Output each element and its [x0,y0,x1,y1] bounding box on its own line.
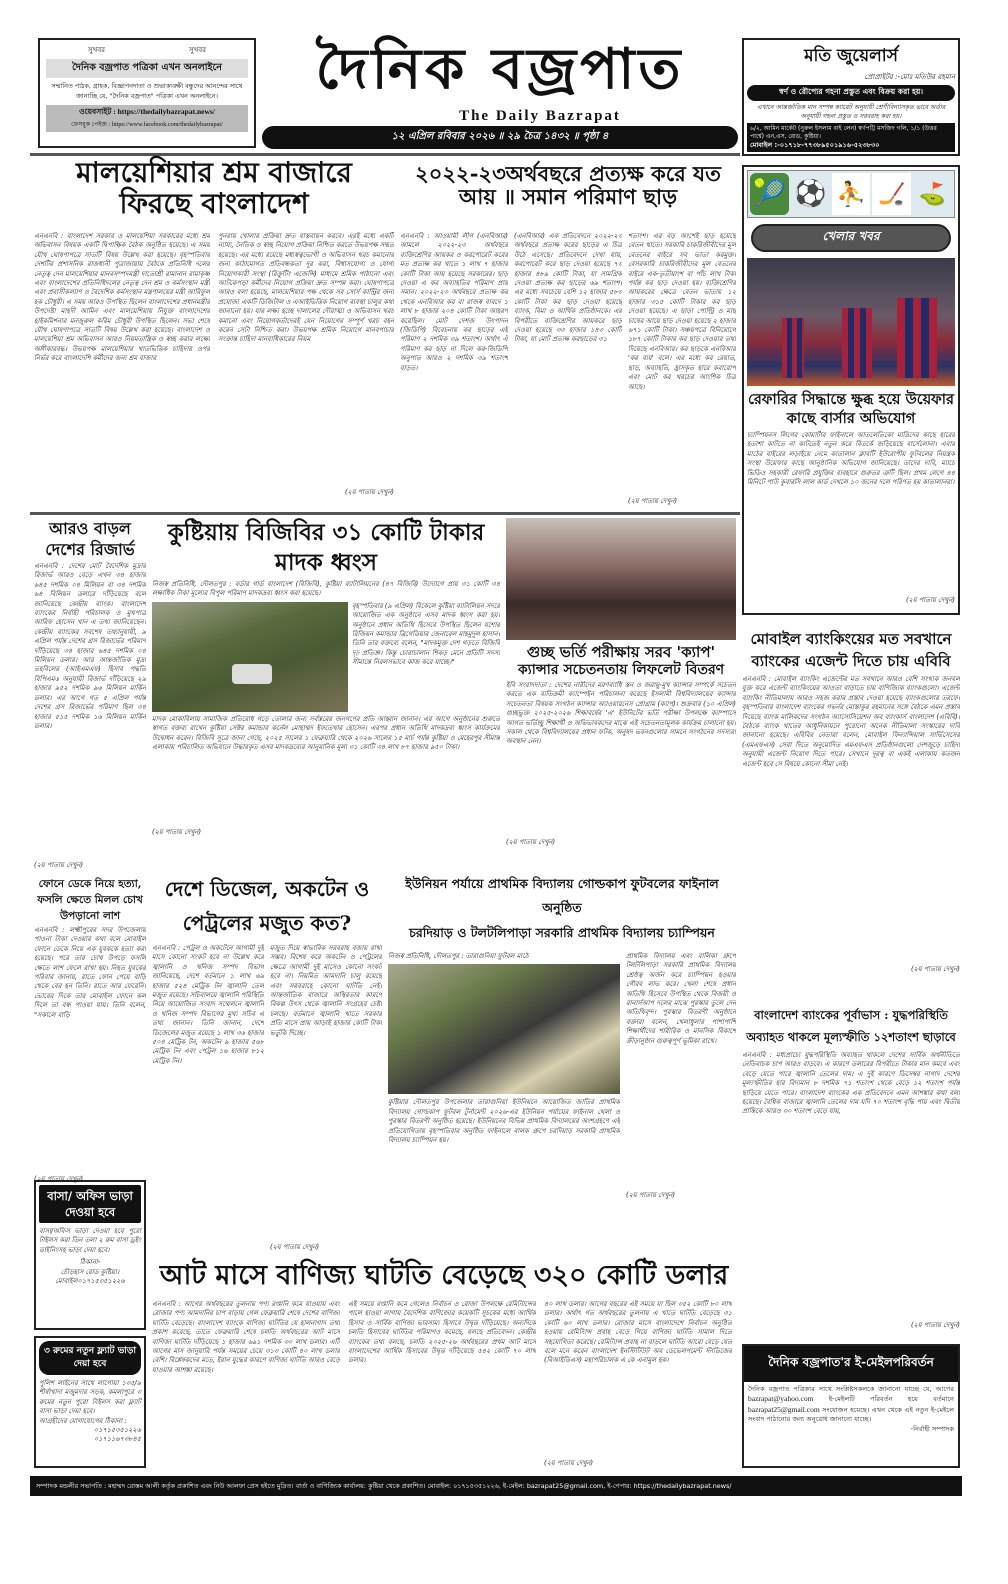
goldcup-photo [388,964,620,1094]
article-fuel [152,872,382,1252]
email-notice-old-email[interactable]: bazrapat@yahoo.com [748,1394,814,1404]
article-murder-body: এনএনবি : লক্ষ্মীপুরের সদর উপজেলায় পাওনা টাকা দেওয়ার কথা বলে মোবাইল ফোনে ডেকে নিয়ে এক যুবককে হত্যা করা হয়েছে। পরে তার চোখ উপড়ে ফসলি ক্ষেতে লাশ ফেলে রাখা হয়। নিহত যুবকের পরিবার জানায়, রাতে ফোন পেয়ে বাড়ি থেকে বের হন তিনি। রাতে আর ফেরেনি। ভোরের দিকে তার মোবাইল ফোনে কল দিলে তা বন্ধ পাওয়া যায়। তিনি বলেন, "সকালে বাড়ি [34,926,146,1019]
article-fuel-col1: এনএনবি : পেট্রল ও অকটেনে আগামী দুই মাসে কোনো সংকট হবে না উল্লেখ করে জ্বালানি ও খনিজ সম্পদ বিভাগ জানিয়েছে, দেশে বর্তমানে ১ লাখ ৬৯ হাজার ৫২৪ মেট্রিক টন জ্বালানি তেল মজুত রয়েছে। সচিবালয়ে জ্বালানি পরিস্থিতি নিয়ে আয়োজিত সংবাদ সম্মেলনে জ্বালানি ও খনিজ সম্পদ বিভাগের মুখ্য সচিব এ তথ্য জানান। তিনি জানান, দেশে ডিজেলের মজুত রয়েছে ১ লাখ ৩৬ হাজার ৫০৪ মেট্রিক টন, অকটেন ৯ হাজার ৫৬৮ মেট্রিক টন এবং পেট্রল ১৬ হাজার ৮১২ মেট্রিক টন। [152,944,264,1065]
player-jersey [842,308,872,378]
online-ad-body: সম্মানিত পাঠক, গ্রাহক, বিজ্ঞাপনদাতা ও শুভাকাঙ্ক্ষী বন্ধুদের আনন্দের সাথে জানাচ্ছি যে, "দৈনিক বজ্রপাত" পত্রিকা এখন অনলাইনে। [51,82,243,100]
classified-office-rent [34,1180,146,1330]
article-tax-headline: ২০২২-২৩অর্থবছরে প্রত্যক্ষ করে যত আয় ॥ সমান পরিমাণ ছাড় [415,161,721,210]
article-trade-col3: ৪০ লাখ ডলার। আগের বছরের এই সময়ে যা ছিল ৩৫২ কোটি ৮০ লাখ ডলার। অর্থাৎ গত অর্থবছরের তুলনায় এ খাতে ঘাটতি বেড়েছে ৩১ কোটি ৬০ লাখ ডলার। রোজার মাসে বাংলাদেশে নির্বাচন অনুষ্ঠিত হওয়ায় রেমিট্যান্স প্রবাহ বেড়ে গিয়ে বাণিজ্য ঘাটতি সামাল দিতে সহযোগিতা করেছে। রেমিট্যান্স প্রবাহ না বাড়লে ঘাটতি আরো বেড়ে যেত বলে মনে করেন বাংলাদেশ ইনস্টিটিউট অব ডেভেলপমেন্ট স্টাডিজের (বিআইডিএস) মহাপরিচালক এ কে এনামুল হক। [544,1300,732,1365]
player-jersey [897,298,937,378]
article-goldcup-body: কুষ্টিয়ার দৌলতপুর উপজেলার তারাগুনিয়া ইউনিয়নে আয়োজিত জাতির প্রাথমিক বিদ্যালয় গোল্ডকাপ ফুটবল টুর্নামেন্ট ২০২৬-এর ইউনিয়ন পর্যায়ের ফাইনাল খেলা ও পুরস্কার বিতরণী অনুষ্ঠিত হয়েছে। ইউনিয়নের বিভিন্ন প্রাথমিক বিদ্যালয়ের অংশগ্রহণে এই প্রতিযোগিতায় বৃহস্পতিবার অনুষ্ঠিত ফাইনালে বালক গ্রুপে চরদিয়াড় সরকারি প্রাথমিক বিদ্যালয় চ্যাম্পিয়ন হয়। [388,1098,620,1145]
article-bgb-headline: কুষ্টিয়ায় বিজিবির ৩১ কোটি টাকার মাদক ধ্বংস [167,519,485,576]
article-inflation-see-more[interactable]: (২য় পাতায় দেখুন) [910,1321,960,1329]
tennis-racket-icon: 🎾 [750,173,789,215]
article-goldcup-right: প্রাথমিক বিদ্যালয় এবং বালিকা গ্রুপে টলটলিপাড়া সরকারি প্রাথমিক বিদ্যালয় শ্রেষ্ঠত্ব অর্জন করে চ্যাম্পিয়ন হওয়ার গৌরব লাভ করে। খেলা শেষে প্রধান অতিথি হিসেবে উপস্থিত থেকে বিজয়ী ও রানার্সআপ দলের মাঝে পুরস্কার তুলে দেন অতিথিবৃন্দ। পুরস্কার বিতরণী অনুষ্ঠানে বক্তারা বলেন, খেলাধুলার পাশাপাশি শিক্ষার্থীদের শারীরিক ও মানসিক বিকাশে ক্রীড়ানুষ্ঠান গুরুত্বপূর্ণ ভূমিকা রাখে। [626,952,736,1045]
classified-flat-rent-title: ৩ রুমের নতুন ফ্ল্যাট ভাড়া দেয়া হবে [39,1341,141,1375]
masthead-dateline: ১২ এপ্রিল রবিবার ২০২৬ ॥ ২৯ চৈত্র ১৪৩২ ॥ পৃষ্ঠা ৪ [262,126,738,149]
article-murder [34,876,146,1183]
article-fuel-col2: মজুত দিয়ে স্বাভাবিক সরবরাহ বজায় রাখা সম্ভব। বিশেষ করে অকটেন ও পেট্রলের ক্ষেত্রে আগামী দুই মাসেও কোনো সংকট হবে না। নিয়মিত আমদানি চালু রয়েছে এবং সরবরাহে কোনো ঘাটতি নেই। আন্তর্জাতিক বাজারে অস্থিরতার কারণে বিকল্প উৎস থেকে জ্বালানি সংগ্রহের চেষ্টা চলছে। বর্তমানে জ্বালানি খাতে সরকার প্রতি মাসে প্রায় আড়াই হাজার কোটি টাকা ভর্তুকি দিচ্ছে। [270,944,382,1037]
bgb-photo [152,602,348,712]
jewellers-tagline: স্বর্ণ ও রৌপ্যের গহনা প্রস্তুত এবং বিক্রয় করা হয়। [747,85,955,101]
football-icon: ⚽ [794,179,827,209]
article-malaysia [34,158,394,508]
classified-office-rent-body: বাসা/অফিস ভাড়া দেওয়া হবে পুরো টাইলস করা তিন তলা ২ রুম বাসা ড্রইং ডাইনিংসহ ভাড়া দেয়া হবে। [39,1227,141,1254]
article-trade [152,1256,736,1471]
article-bgb [152,518,500,868]
article-fuel-see-more[interactable]: (২য় পাতায় দেখুন) [270,1243,320,1251]
article-malaysia-col1: এনএনবি : বাংলাদেশ সরকার ও মালয়েশিয়া সরকারের মধ্যে শ্রম অভিবাসন বিষয়ক একটি দ্বিপাক্ষিক বৈঠক অনুষ্ঠিত হয়েছে। এ সময় যৌথ ঘোষণাপত্রে সাতটি বিষয় উল্লেখ করা হয়েছে। বৃহস্পতিবার দেশটির প্রশাসনিক রাজধানী পুত্রাজায়ায় বৈঠকে প্রতিনিধি দলের নেতৃত্ব দেন মালয়েশিয়ার মানবসম্পদমন্ত্রী দাতোশ্রী রামানান রামাকৃষ্ণ এবং বাংলাদেশের প্রতিনিধিদলের নেতৃত্ব দেন শ্রম ও কর্মসংস্থান মন্ত্রী এবং প্রবাসীকল্যাণ ও বৈদেশিক কর্মসংস্থান মন্ত্রণালয়ের মন্ত্রী আরিফুল হক চৌধুরী। এ সময় আরও উপস্থিত ছিলেন বাংলাদেশের প্রধানমন্ত্রীর উপদেষ্টা মাহদী আমিন এবং মালয়েশিয়ায় নিযুক্ত বাংলাদেশের হাইকমিশনার মনজুরুল করিম চৌধুরী উপস্থিত ছিলেন। সভা শেষে যৌথ ঘোষণাপত্রে সাতটি বিষয় উল্লেখ করা হয়েছে। বাংলাদেশ ও মালয়েশিয়া শ্রম অভিবাসন আরও নিয়মতান্ত্রিক ও স্বচ্ছ করার লক্ষ্যে অঙ্গীকারবদ্ধ। উভয়পক্ষ মালয়েশিয়ার খাতভিত্তিক চাহিদার ওপর নির্ভর করে বাংলাদেশি কর্মীদের জন্য শ্রম বাজার [34,232,210,363]
jewellers-proprietor: প্রোপ্রাইটর :-মোঃ মতিউর রহমান [864,73,955,81]
jewellers-mobile: মোবাইল :-০১৭১৮-৭৭৩৮৯৫০১৯১৬-৫২৩৮৩০ [750,141,880,149]
article-trade-see-more[interactable]: (২য় পাতায় দেখুন) [544,1459,594,1467]
article-murder-headline: ফোনে ডেকে নিয়ে হত্যা, ফসলি ক্ষেতে মিলল চোখ উপড়ানো লাশ [37,878,143,922]
email-notice-new-email[interactable]: bazrapat25@gmail.com [748,1404,820,1414]
online-ad-heading: দৈনিক বজ্রপাত পত্রিকা এখন অনলাইনে [46,59,248,78]
article-goldcup-see-more[interactable]: (২য় পাতায় দেখুন) [626,1191,676,1199]
jewellers-name: মতি জুয়েলার্স [804,46,898,66]
golf-icon: ⛳ [918,181,947,207]
masthead [262,30,738,150]
article-inflation [742,1004,960,1334]
jewellers-body: এখানে আন্তর্জাতিক মান সম্পন্ন ক্যারেট অনুযায়ী শ্রেণীবিন্যাসকৃত ভাবে অর্ডার অনুযায়ী গহনা প্রস্তুত ও সরবরাহ করা হয়। [756,104,946,120]
article-reserve-headline: আরও বাড়ল দেশের রিজার্ভ [45,519,135,559]
footer-imprint [30,1476,962,1496]
article-goldcup [388,872,736,1252]
article-bgb-lead: নিজস্ব প্রতিনিধি, দৌলতপুর : বর্ডার গার্ড বাংলাদেশ (বিজিবি), কুষ্টিয়া ব্যাটালিয়নের (৪৭ বিজিবি) উদ্যোগে প্রায় ৩১ কোটি ৩৪ লক্ষাধিক টাকা মূল্যের বিপুল পরিমাণ মাদকদ্রব্য ধ্বংস করা হয়েছে। [152,580,500,598]
online-ad [38,38,256,148]
email-notice-body-suffix: সংযোজন হয়েছে। এখন থেকে এই নতুন ই-মেইলে সংবাদ পাঠানোর জন্য অনুরোধ জানানো যাচ্ছে। [748,1405,954,1424]
footer-imprint-text: সম্পাদক মন্ডলীর সভাপতি : মহাম্মদ রোস্তম আলী কর্তৃক প্রকাশিত এবং নিউ আলফা প্রেস হইতে মুদ্রিত। বার্তা ও বাণিজ্যিক কার্যালয়: কুষ্টিয়া থেকে প্রকাশিত। মোবাইল: ০১৭১৫৩৫১২২৬, ই-মেইল: bazrapat25@gmail.com, ই-পেপার: https://thedailybazrapat.news/ [36,1482,732,1490]
masthead-title-en: The Daily Bazrapat [459,108,621,124]
article-malaysia-see-more[interactable]: (২য় পাতায় দেখুন) [344,488,394,496]
classified-office-rent-title: বাসা/ অফিস ভাড়া দেওয়া হবে [39,1185,141,1223]
classified-flat-rent-phone-1[interactable]: ০১৭১৫৩৫১২২৬ [93,1426,141,1435]
sports-icons-banner [747,170,955,218]
article-trade-col1: এনএনবি : আগের অর্থবছরের তুলনায় পণ্য রপ্তানি কমে যাওয়ায় এবং রোজার পণ্য আমদানির চাপ বাড়ায় গেল ফেব্রুয়ারি শেষে দেশের বাণিজ্য ঘাটতি বেড়েছে। বাংলাদেশ ব্যাংকে বাণিজ্য ঘাটতির যে হালনাগাদ তথ্য প্রকাশ করেছে, তাতে ফেব্রুয়ারি শেষে চলতি অর্থবছরের আট মাসে বাণিজ্য ঘাটতি দাঁড়িয়েছে ১ হাজার ৬৯১ দশমিক ৩০ লাখ ডলার। এটি আগের মাস জানুয়ারি পর্যন্ত সময়ের চেয়ে ৩১৩ কোটি ৪০ লাখ ডলার বেশি। বিশ্লেষকদের মতে, ইরান যুদ্ধের কারণে বাণিজ্য ঘাটতি আরও বেড়ে যাওয়ার আশঙ্কা রয়েছে। [152,1300,340,1374]
article-malaysia-col2: পুনরায় খোলার প্রক্রিয়া দ্রুত বাস্তবায়ন করবে। এরই মধ্যে একটি ন্যায্য, নৈতিক ও স্বচ্ছ নিয়োগ প্রক্রিয়া নিশ্চিত করতে উভয়পক্ষ সম্মত হয়েছে। এর মধ্যে রয়েছে মধ্যস্বত্বভোগী ও অভিবাসন খরচ কমানোর জন্য কাঠামোগত প্রতিবন্ধকতা দূর করা, বিশ্বাসযোগ্য ও যোগ্য নিয়োগকারী সংস্থা (রিক্রুটিং এজেন্সি) মাধ্যমে শ্রমিক পাঠানো এবং আটকেপড়া কর্মীদের নিয়োগ প্রক্রিয়া দ্রুত সম্পন্ন করা। ঘোষণাপত্রে আরও বলা হয়েছে, মালয়েশিয়ার পক্ষ থেকে সব সোর্স কান্ট্রির জন্য প্রযোজ্য একটি ডিজিটাল ও এআইভিত্তিক নিয়োগ ব্যবস্থা চালুর কথা জানানো হয়। যার লক্ষ্য হচ্ছে দালালের দৌরাত্ম্য ও অভিবাসন খরচ কমানো এবং নিয়োগকর্তাদেরই যেন নিয়োগের সম্পূর্ণ খরচ বহন করেন সেটা নিশ্চিত করা। উভয়পক্ষ শ্রমিক নিয়োগে মানবপাচার সংক্রান্ত চাহিদা মানবাধিকারের নিয়ম [218,232,394,344]
article-inflation-body: এনএনবি : মধ্যপ্রাচ্যে যুদ্ধপরিস্থিতি অব্যাহত থাকলে দেশের সার্বিক অর্থনীতিতে নেতিবাচক চাপ আরও বাড়বে। এ কারণে ডলারের বিপরীতে টাকার মান কমবে এবং বেড়ে যেতে পারে জ্বালানি তেলের দাম। এ দুই কারণে ডিসেম্বর নাগাদ দেশের মূল্যস্ফীতির হার বিদ্যমান ৮ দশমিক ৭১ শতাংশ থেকে বেড়ে ১২ শতাংশ পর্যন্ত ছাড়িয়ে যেতে পারে। বাংলাদেশ ব্যাংকের এক প্রতিবেদনে এমন আশঙ্কার কথা বলা হয়েছে। বৈশ্বিক বাজারে জ্বালানি তেলের দাম যদি ৭০ শতাংশ বৃদ্ধি পায় এবং দ্বিতীয় প্রান্তিকে আরও ৩০ শতাংশ বেড়ে যায়, [742,1051,960,1116]
online-ad-website[interactable]: ওয়েবসাইট : https://thedailybazrapat.news/ [79,107,215,116]
article-cap-subhead: ক্যান্সার সচেতনতায় লিফলেট বিতরণ [517,661,725,678]
online-ad-tag-left: সুখবর [88,46,105,54]
article-goldcup-subhead: চরদিয়াড় ও টলটলিপাড়া সরকারি প্রাথমিক বিদ্যালয় চ্যাম্পিয়ন [409,925,715,940]
online-ad-facebook[interactable]: ফেসবুক পেইজ : https://www.facebook.com/thedailybazrapat/ [71,121,223,128]
jewellers-address: ৬/২, আমিন মার্কেট (নুরুল ইসলাম বাই লেন) স্বর্ণপট্টি মসজিদ গলি, ১/১ (উত্তর পার্শ্বে) এন,এস, রোড, কুষ্টিয়া। [750,125,937,140]
section-rule [30,512,740,515]
email-notice-body-mid: ই-মেইলটি পরিবর্তন হয়ে বর্তমানে [828,1395,954,1404]
classified-office-rent-address: চৌড়হাস রোড কুষ্টিয়া। [60,1267,120,1276]
article-reserve-see-more[interactable]: (২য় পাতায় দেখুন) [34,861,84,869]
article-bgb-side: বৃহস্পতিবার (৯ এপ্রিল) বিকেলে কুষ্টিয়া ব্যাটালিয়ন সদরে আয়োজিত এক অনুষ্ঠানে এসব মাদক ধ্বংস করা হয়। অনুষ্ঠানে প্রধান অতিথি হিসেবে উপস্থিত ছিলেন যশোর রিজিয়ন কমান্ডার ব্রিগেডিয়ার জেনারেল মাহমুদুল হাসান। তিনি তার বক্তব্যে বলেন, "মাদকমুক্ত দেশ গড়তে বিজিবি দৃঢ় প্রতিজ্ঞ। কিন্তু চোরাচালান শিকড় মেনে প্রতিটি সদস্য সীমান্তে নিরলসভাবে কাজ করে যাচ্ছে।" [352,601,500,667]
article-abb-body: এনএনবি : মোবাইল ব্যাংকিং এজেন্টের মত সবখানে আরও বেশি সংখ্যক জনবল যুক্ত করে এজেন্ট ব্যাংকিংয়ের আওতা বাড়াতে চায় বাণিজ্যিক ব্যাংকগুলো। এজেন্ট ব্যাংকিং নীতিমালায় আরও সহজ করার প্রস্তাব দেওয়া হয়েছে ব্যাংকগুলোর তরফে। বৃহস্পতিবার বাংলাদেশ ব্যাংকের গভর্নর মোস্তাকুর রহমানের সঙ্গে বৈঠকে এমন প্রস্তাব দিয়েছে ব্যাংক মালিকদের সংগঠন অ্যাসোসিয়েশন অব ব্যাংকার্স বাংলাদেশ (এবিবি)। বৈঠকে ব্যাংক খাতের আধুনিকায়নে পুরোনো অনেক নীতিমালা সংস্কারের দাবি জানানো হয়েছে। এবিবির নেতারা বলেন, মোবাইল ফিন্যান্সিয়াল সার্ভিসেসের (এমএফএস) সেবা দিতে অনুমোদিত এমএফএস প্রতিষ্ঠানগুলো দেশজুড়ে চাহিদা অনুযায়ী এজেন্ট নিয়োগ দিতে পারে। সেখানে দূরত্ব বা একই এলাকায় কতজন এজেন্ট হবে সে বিষয়ে কোনো সীমা নেই। [742,675,960,768]
article-reserve [34,518,146,868]
article-reserve-body: এনএনবি : দেশের মোট বৈদেশিক মুদ্রার রিজার্ভ আরও বেড়ে এখন ৩৪ হাজার ৬৪৫ দশমিক ০৪ মিলিয়ন বা ৩৪ দশমিক ৬৪ বিলিয়ন ডলারে দাঁড়িয়েছে বলে জানিয়েছে কেন্দ্রীয় ব্যাংক। বাংলাদেশ ব্যাংকের নির্বাহী পরিচালক ও মুখপাত্র আরিফ হোসেন খান এ তথ্য জানিয়েছেন। কেন্দ্রীয় ব্যাংকের সবশেষ তথ্যানুযায়ী, ৯ এপ্রিল পর্যন্ত দেশের গ্রস রিজার্ভের পরিমাণ দাঁড়িয়েছে ৩৪ হাজার ৬৪৫ দশমিক ০৪ মিলিয়ন ডলার। আর আন্তর্জাতিক মুদ্রা তহবিলের (আইএমএফ) হিসাব পদ্ধতি বিপিএম৬ অনুযায়ী রিজার্ভ দাঁড়িয়েছে ২৯ হাজার ৯৫২ দশমিক ৯৬ মিলিয়ন মার্কিন ডলার। এর আগে গত ৫ এপ্রিল পর্যন্ত দেশের গ্রস রিজার্ভের পরিমাণ ছিল ৩৪ হাজার ৫১৫ দশমিক ১৬ মিলিয়ন মার্কিন ডলার। [34,562,146,730]
article-tax-col1: এনএনবি : আওয়ামী লীগ (এনবিআর) আমলে ২০২২-২৩ অর্থবছরে ব্যক্তিশ্রেণির আয়কর ও করপোরেট করের মত প্রত্যক্ষ কর খাতে ১ লাখ ৭ হাজার কোটি টাকা আয় হয়েছে সরকারের। ছাড় দেওয়া এ কর অব্যাহতির পরিমাণ প্রায় সমান। ২০২২-২৩ অর্থবছরে প্রত্যক্ষ কর থেকে এনবিআর কর বা রাজস্ব বাবদে ১ লাখ ৮ হাজার ২০৪ কোটি টাকা আহরণ করেছিল। মোট দেশজ উৎপাদন (জিডিপি) বিবেচনায় কর ছাড়ের এই পরিমাণ ২ দশমিক ৩৯ শতাংশ। অর্থাৎ ঐ পরিমাণ কর ছাড় না দিলে কর-জিডিপি অনুপাত আরও ২ দশমিক ৩৯ শতাংশ বাড়ত। [400,232,508,372]
email-notice-body-prefix: দৈনিক বজ্রপাত পত্রিকার সাথে সংশ্লিষ্টসকলকে জানানো যাচ্ছে যে, আগের [748,1385,954,1393]
article-cap [506,518,736,868]
email-notice-signature: -নির্বাহী সম্পাদক [910,1424,954,1433]
article-cap-headline: গুচ্ছ ভর্তি পরীক্ষায় সরব 'ক্যাপ' [526,643,716,661]
article-malaysia-headline: মালয়েশিয়ার শ্রম বাজারে ফিরছে বাংলাদেশ [76,156,352,220]
basketball-player-icon: ⛹ [832,173,871,215]
article-cap-body: ইবি সংবাদদাতা : দেশের নারীদের মরণব্যাধি স্তন ও জরায়ু-মুখ ক্যান্সার সম্পর্কে সচেতন করতে এক ব্যতিক্রমী ক্যাম্পেইন পরিচালনা করেছে ইসলামী বিশ্ববিদ্যালয়ের ক্যান্সার সচেতনতা বিষয়ক সংগঠন ক্যান্সার অ্যাওয়ারনেস প্রোগ্রাম (ক্যাপ)। শুক্রবার (১০ এপ্রিল) গুচ্ছভুক্ত ২০২৫-২০২৬ শিক্ষাবর্ষের 'এ' ইউনিটের ভর্তি পরীক্ষা উপলক্ষে ক্যাম্পাসে আগত ভর্তিচ্ছু শিক্ষার্থী ও অভিভাবকদের মাঝে এই সচেতনতামূলক কার্যক্রম চালানো হয়। সকাল থেকে বিশ্ববিদ্যালয়ের প্রধান ফটক, অনুষদ ভবনগুলোর সামনে সংগঠনের সদস্যরা অবস্থান নেন। [506,680,736,746]
sports-see-more[interactable]: (২য় পাতায় দেখুন) [905,596,955,604]
article-tax-col3: শতাংশ। এর বড় অংশেই ছাড় হয়েছে বেতন খাতে। সরকারি চাকরিজীবীদের মূল বেতনের বাইরে সব ভাতা করমুক্ত। বেসরকারি চাকরিজীবীদের মূল বেতনের বাইরে এক-তৃতীয়াংশ বা পাঁচ লাখ টাকা পর্যন্ত কর ছাড় দেওয়া হয়। ব্যক্তিশ্রেণির আয়করের ক্ষেত্রে বেতন ভাতায় ১২ হাজার ৩১৫ কোটি টাকার কর ছাড় দেওয়া হয়েছে। এ ছাড়া পোল্ট্রি ও মাছ চাষের আয়ে ছাড় দেওয়া হয়েছে ২ হাজার ৬৭১ কোটি টাকা। সঞ্চয়পত্রে বিনিয়োগে ১৮৭ কোটি টাকার কর ছাড় দেওয়ার তথ্য দিয়েছে এনবিআর। কর ছাড়কে এনবিআর 'কর ব্যয়' বলে। এর মধ্যে কর রেয়াত, ছাড়, অব্যাহতি, হ্রাসকৃত হারে করারোপ এবং মোট কর খরচের আংশিক চিত্র আছে। [628,232,736,391]
classified-office-rent-mobile[interactable]: মোবাইল০১৭১৫৩৫১২২৬ [55,1277,125,1286]
classified-flat-rent-contact-label: আগ্রহীদের যোগাযোগের ঠিকানা : [39,1416,127,1425]
sports-section [742,165,960,615]
article-trade-headline: আট মাসে বাণিজ্য ঘাটতি বেড়েছে ৩২০ কোটি ডলার [159,1260,729,1291]
sports-body: চ্যাম্পিয়নস লিগের কোয়ার্টার ফাইনালে আতলেতিকো মাদ্রিদের কাছে হারের হতাশা কাটতে না কাটতেই নতুন করে বিতর্কে জড়িয়েছে বার্সেলোনা। এবার মাঠের বাইরের লড়াইয়ে নেমে কাতালান ক্লাবটি ইউরোপীয় ফুটবলের নিয়ন্ত্রক সংস্থা উয়েফার কাছে আনুষ্ঠানিক অভিযোগ জানিয়েছে। তাদের দাবি, ম্যাচে ভিডিও সহকারী রেফারি প্রযুক্তির ব্যবহারে গুরুতর ত্রুটি ছিল। প্রথম লেগে ৪৪ মিনিটে পাউ কুবারসি লাল কার্ড দেখলে ১০ জনের দলে পরিণত হয় কাতালানরা। [747,431,955,487]
hockey-player-icon: 🏒 [872,173,911,215]
article-trade-col2: এই সময়ে রপ্তানি কমে গেলেও নির্বাচন ও রোজা উপলক্ষে রেমিট্যান্সের পালে হাওয়া লাগায় বৈদেশিক বাণিজ্যের কয়েকটি সূচকের মধ্যে আর্থিক হিসাব ও সার্বিক বাণিজ্য ভারসাম্য হিসাবে উদ্বৃত্ত দাঁড়িয়েছে। অন্যদিকে চলতি হিসাবের ঘাটতির পরিমাণও কমেছে, বলছে প্রতিবেদন। কেন্দ্রীয় ব্যাংকের তথ্য বলছে, চলতি ২০২৫-২৬ অর্থবছরের প্রথম আট মাসে বাংলাদেশের আর্থিক হিসাবের উদ্বৃত্ত দাঁড়িয়েছে ৫৪২ কোটি ৭০ লাখ ডলার। [348,1300,536,1365]
article-fuel-headline: দেশে ডিজেল, অকটেন ও পেট্রলের মজুত কত? [164,877,370,935]
article-goldcup-headline: ইউনিয়ন পর্যায়ে প্রাথমিক বিদ্যালয় গোল্ডকাপ ফুটবলের ফাইনাল অনুষ্ঠিত [405,876,719,915]
article-inflation-headline: বাংলাদেশ ব্যাংকের পূর্বাভাস : যুদ্ধপরিস্থিতি অব্যাহত থাকলে মূল্যস্ফীতি ১২শতাংশ ছাড়াবে [746,1008,956,1044]
classified-flat-rent-body: পুলিশ লাইনের সাথে লাগোয়া ১৩৫/৯ শীর্ষাখাদা মজুমদার সড়ক, কমলাপুরে ৩ রুমের নতুন পুরো টাইলস করা ফ্ল্যাট বাসা ভাড়া দেয়া হবে। [39,1379,141,1416]
email-notice-title: দৈনিক বজ্রপাত'র ই-মেইলপরিবর্তন [744,1346,958,1382]
article-tax-col2: (এনবিআর) এক প্রতিবেদনে ২০২২-২৩ অর্থবছরে প্রত্যক্ষ করের ছাড়ের এ চিত্র উঠে এসেছে। প্রতিবেদনে দেখা যায়, করপোরেট করে ছাড় দেওয়া হয়েছে ৭৩ হাজার ৪৮৯ কোটি টাকা, যা সামগ্রিক দেওয়া প্রত্যক্ষ কর ছাড়ের ৬৯ শতাংশ। এর মধ্যে সবচেয়ে বেশি ১২ হাজার ৫৮৩ কোটি টাকা কর ছাড় দেওয়া হয়েছে ব্যাংক, বিমা ও আর্থিক প্রতিষ্ঠানকে। এর বিপরীতে ব্যক্তিশ্রেণির আয়করে ছাড় দেওয়া হয়েছে ৩৩ হাজার ১৪৩ কোটি টাকা, যা মোট প্রত্যক্ষ করছাড়ের ৩১ [514,232,622,344]
email-notice [742,1344,960,1468]
article-abb [742,628,960,998]
article-bgb-see-more[interactable]: (২য় পাতায় দেখুন) [152,827,202,836]
article-abb-see-more[interactable]: (২য় পাতায় দেখুন) [910,965,960,973]
classified-flat-rent [34,1336,146,1468]
article-goldcup-lead: নিজস্ব প্রতিনিধি, দৌলতপুর : তারাগুনিয়া ফুটবল মাঠে [388,952,529,960]
jewellers-ad [742,38,960,156]
player-jersey [782,318,804,378]
article-abb-headline: মোবাইল ব্যাংকিংয়ের মত সবখানে ব্যাংকের এজেন্ট দিতে চায় এবিবি [750,630,952,670]
classified-office-rent-address-label: ঠিকানা- [79,1258,101,1267]
article-tax-see-more[interactable]: (২য় পাতায় দেখুন) [628,497,678,505]
article-tax [400,158,736,508]
online-ad-tag-right: সুখবর [189,46,206,54]
classified-flat-rent-phone-2[interactable]: ০১৭১১৬৭৩৮৪৫ [93,1435,141,1444]
article-murder-see-more[interactable]: (২য় পাতায় দেখুন) [34,1175,84,1183]
sports-headline: রেফারির সিদ্ধান্তে ক্ষুব্ধ হয়ে উয়েফার কাছে বার্সার অভিযোগ [748,391,954,427]
sports-section-label: খেলার খবর [751,224,951,252]
sports-photo [747,258,955,386]
cap-photo [506,518,736,640]
masthead-title-bn: দৈনিক বজ্রপাত [315,36,685,102]
article-bgb-body: মাদক মোকাবিলায় সামাজিক প্রতিরোধ গড়ে তোলার জন্য সর্বস্তরের জনগণের প্রতি আহ্বান জানান। এর আগে অনুষ্ঠানের শুরুতে স্বাগত বক্তব্য রাখেন কুষ্টিয়া সেক্টর কমান্ডার কর্নেল মোহাম্মদ ইফতেখার হোসেন। এরপর প্রধান অতিথি মাদকদ্রব্য ধ্বংস কার্যক্রমের উদ্বোধন করেন। বিজিবি সূত্রে জানা গেছে, ২০২৫ সালের ১ ফেব্রুয়ারি থেকে ২০২৬ সালের ১৫ মার্চ পর্যন্ত কুষ্টিয়া ও মেহেরপুর সীমান্ত এলাকায় পরিচালিত অভিযানে উদ্ধারকৃত এসব মাদকদ্রব্যের আনুমানিক মূল্য ৩১ কোটি ৩৪ লাখ ৮৭ হাজার ৯৫০ টাকা। [152,714,500,752]
article-cap-see-more[interactable]: (২য় পাতায় দেখুন) [506,837,556,846]
bgb-fire-pit [232,664,272,684]
